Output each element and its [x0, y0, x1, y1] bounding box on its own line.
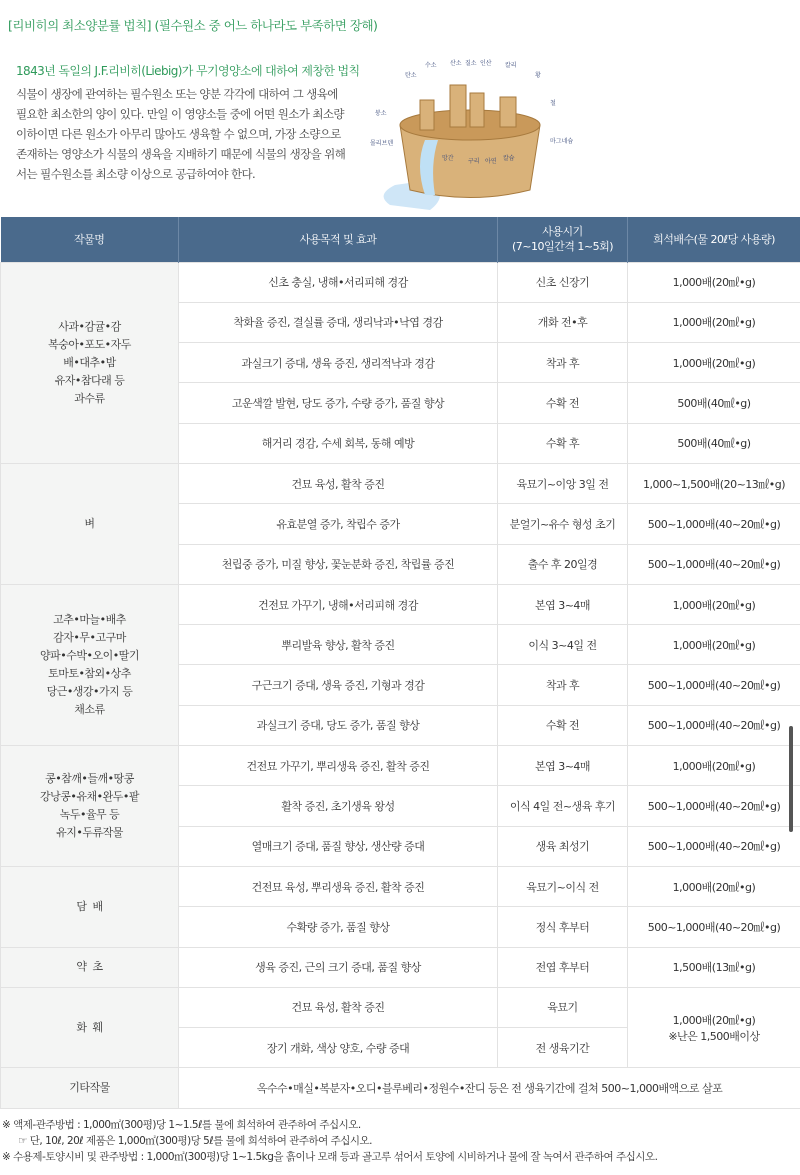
barrel-label: 아연: [485, 158, 497, 165]
note-liquid-large: ☞ 단, 10ℓ, 20ℓ 제품은 1,000㎡(300평)당 5ℓ를 물에 희석하여 관주하여 주십시오.: [18, 1135, 373, 1147]
purpose-cell: 신초 충실, 냉해•서리피해 경감: [179, 262, 498, 302]
header-crop: 작물명: [1, 217, 179, 262]
timing-cell: 이식 4일 전~생육 후기: [498, 786, 628, 826]
barrel-label: 수소: [425, 62, 437, 69]
timing-cell: 육묘기~이식 전: [498, 866, 628, 906]
table-row: [1, 987, 800, 1027]
purpose-cell: 구근크기 증대, 생육 증진, 기형과 경감: [179, 665, 498, 705]
barrel-label: 탄소: [405, 72, 417, 79]
dilution-cell: 500배(40㎖•g): [628, 383, 800, 423]
purpose-cell: 천립중 증가, 미질 향상, 꽃눈분화 증진, 착립률 증진: [179, 544, 498, 584]
note-soluble: ※ 수용제-토양시비 및 관주방법 : 1,000㎡(300평)당 1~1.5kg을 흙이나 모래 등과 골고루 섞어서 토양에 시비하거나 물에 잘 녹여서 관주하여 주십시오.: [2, 1151, 658, 1163]
dilution-cell: 500배(40㎖•g): [628, 423, 800, 463]
header-purpose: 사용목적 및 효과: [179, 217, 498, 262]
table-row: [1, 1068, 800, 1108]
purpose-cell: 과실크기 증대, 생육 증진, 생리적낙과 경감: [179, 343, 498, 383]
timing-cell: 착과 후: [498, 343, 628, 383]
crop-name-cell: 약 초: [1, 947, 179, 987]
purpose-cell: 건전묘 가꾸기, 뿌리생육 증진, 활착 증진: [179, 746, 498, 786]
purpose-cell: 건전묘 육성, 뿌리생육 증진, 활착 증진: [179, 866, 498, 906]
purpose-cell: 건전묘 가꾸기, 냉해•서리피해 경감: [179, 584, 498, 624]
timing-cell: 분얼기~유수 형성 초기: [498, 504, 628, 544]
timing-cell: 수확 전: [498, 705, 628, 745]
timing-cell: 전엽 후부터: [498, 947, 628, 987]
usage-table: [0, 217, 800, 1109]
barrel-label: 붕소: [375, 110, 387, 117]
purpose-cell: 뿌리발육 향상, 활착 증진: [179, 625, 498, 665]
header-timing: 사용시기 (7~10일간격 1~5회): [498, 217, 628, 262]
purpose-cell: 활착 증진, 초기생육 왕성: [179, 786, 498, 826]
timing-cell: 본엽 3~4매: [498, 584, 628, 624]
table-row: [1, 746, 800, 786]
law-subtitle: 1843년 독일의 J.F.리비히(Liebig)가 무기영양소에 대하여 제창한 법칙: [16, 64, 360, 78]
dilution-cell: 1,000배(20㎖•g): [628, 262, 800, 302]
barrel-label: 산소: [450, 60, 462, 67]
timing-cell: 수확 전: [498, 383, 628, 423]
scrollbar[interactable]: [789, 726, 793, 832]
other-crops-cell: 옥수수•매실•복분자•오디•블루베리•정원수•잔디 등은 전 생육기간에 걸쳐 500~1,000배액으로 살포: [179, 1068, 800, 1108]
note-liquid: ※ 액제-관주방법 : 1,000㎡(300평)당 1~1.5ℓ를 물에 희석하여 관주하여 주십시오.: [2, 1119, 361, 1131]
purpose-cell: 건묘 육성, 활착 증진: [179, 463, 498, 503]
dilution-cell: 500~1,000배(40~20㎖•g): [628, 786, 800, 826]
barrel-label: 구리: [468, 158, 480, 165]
usage-notes: [2, 1117, 657, 1165]
dilution-cell: 500~1,000배(40~20㎖•g): [628, 665, 800, 705]
dilution-cell: 1,000배(20㎖•g): [628, 746, 800, 786]
law-description: 식물이 생장에 관여하는 필수원소 또는 양분 각각에 대하여 그 생육에 필요한 최소한의 양이 있다. 만일 이 영양소들 중에 어떤 원소가 최소량 이하이면 다른 원소가 아무리 많아도 생육할 수 없으며, 가장 소량으로 존재하는 영양소가 식물의 생육을 지배하기 때문에 식물의 생장을 위해서는 필수원소를 최소량 이상으로 공급하여야 한다.: [16, 87, 346, 181]
dilution-cell: 1,000배(20㎖•g): [628, 866, 800, 906]
barrel-label: 칼리: [505, 62, 517, 69]
barrel-label: 철: [550, 100, 556, 107]
section-title: [리비히의 최소양분률 법칙] (필수원소 중 어느 하나라도 부족하면 장해): [8, 18, 378, 33]
header-dilution: 희석배수(물 20ℓ당 사용량): [628, 217, 800, 262]
barrel-label: 마그네슘: [550, 138, 574, 145]
crop-name-cell: 기타작물: [1, 1068, 179, 1108]
purpose-cell: 생육 증진, 근의 크기 증대, 품질 향상: [179, 947, 498, 987]
barrel-label: 몰리브덴: [370, 140, 394, 147]
crop-name-cell: 고추•마늘•배추 감자•무•고구마 양파•수박•오이•딸기 토마토•참외•상추 당근•생강•가지 등 채소류: [1, 584, 179, 745]
purpose-cell: 열매크기 증대, 품질 향상, 생산량 증대: [179, 826, 498, 866]
timing-cell: 출수 후 20일경: [498, 544, 628, 584]
dilution-cell: 1,000배(20㎖•g): [628, 343, 800, 383]
dilution-cell: 1,000배(20㎖•g): [628, 302, 800, 342]
purpose-cell: 장기 개화, 색상 양호, 수량 증대: [179, 1028, 498, 1068]
dilution-cell: 1,000배(20㎖•g) ※난은 1,500배이상: [628, 987, 800, 1068]
timing-cell: 이식 3~4일 전: [498, 625, 628, 665]
barrel-label: 질소: [465, 60, 477, 67]
barrel-label: 망간: [442, 155, 454, 162]
timing-cell: 육묘기~이앙 3일 전: [498, 463, 628, 503]
timing-cell: 생육 최성기: [498, 826, 628, 866]
purpose-cell: 해거리 경감, 수세 회복, 동해 예방: [179, 423, 498, 463]
crop-name-cell: 화 훼: [1, 987, 179, 1068]
purpose-cell: 수확량 증가, 품질 향상: [179, 907, 498, 947]
dilution-cell: 1,000~1,500배(20~13㎖•g): [628, 463, 800, 503]
dilution-cell: 500~1,000배(40~20㎖•g): [628, 705, 800, 745]
timing-cell: 신초 신장기: [498, 262, 628, 302]
barrel-label: 인산: [480, 60, 492, 67]
timing-cell: 육묘기: [498, 987, 628, 1027]
crop-name-cell: 벼: [1, 463, 179, 584]
table-row: [1, 866, 800, 906]
table-header-row: [1, 217, 800, 262]
purpose-cell: 건묘 육성, 활착 증진: [179, 987, 498, 1027]
timing-cell: 착과 후: [498, 665, 628, 705]
crop-name-cell: 사과•감귤•감 복숭아•포도•자두 배•대추•밤 유자•참다래 등 과수류: [1, 262, 179, 463]
dilution-cell: 500~1,000배(40~20㎖•g): [628, 826, 800, 866]
table-row: [1, 262, 800, 302]
crop-name-cell: 담 배: [1, 866, 179, 947]
timing-cell: 수확 후: [498, 423, 628, 463]
crop-name-cell: 콩•참깨•들깨•땅콩 강낭콩•유채•완두•팥 녹두•율무 등 유지•두류작물: [1, 746, 179, 867]
dilution-cell: 1,000배(20㎖•g): [628, 584, 800, 624]
timing-cell: 개화 전•후: [498, 302, 628, 342]
purpose-cell: 유효분열 증가, 착립수 증가: [179, 504, 498, 544]
dilution-cell: 500~1,000배(40~20㎖•g): [628, 504, 800, 544]
table-row: [1, 584, 800, 624]
table-row: [1, 947, 800, 987]
timing-cell: 정식 후부터: [498, 907, 628, 947]
dilution-cell: 500~1,000배(40~20㎖•g): [628, 907, 800, 947]
barrel-label: 칼슘: [503, 155, 515, 162]
table-row: [1, 463, 800, 503]
timing-cell: 전 생육기간: [498, 1028, 628, 1068]
dilution-cell: 1,500배(13㎖•g): [628, 947, 800, 987]
barrel-label: 황: [535, 72, 541, 79]
purpose-cell: 고운색깔 발현, 당도 증가, 수량 증가, 품질 향상: [179, 383, 498, 423]
dilution-cell: 500~1,000배(40~20㎖•g): [628, 544, 800, 584]
purpose-cell: 과실크기 증대, 당도 증가, 품질 향상: [179, 705, 498, 745]
liebig-barrel-illustration: [370, 55, 585, 215]
timing-cell: 본엽 3~4매: [498, 746, 628, 786]
purpose-cell: 착화율 증진, 결실률 증대, 생리낙과•낙엽 경감: [179, 302, 498, 342]
dilution-cell: 1,000배(20㎖•g): [628, 625, 800, 665]
